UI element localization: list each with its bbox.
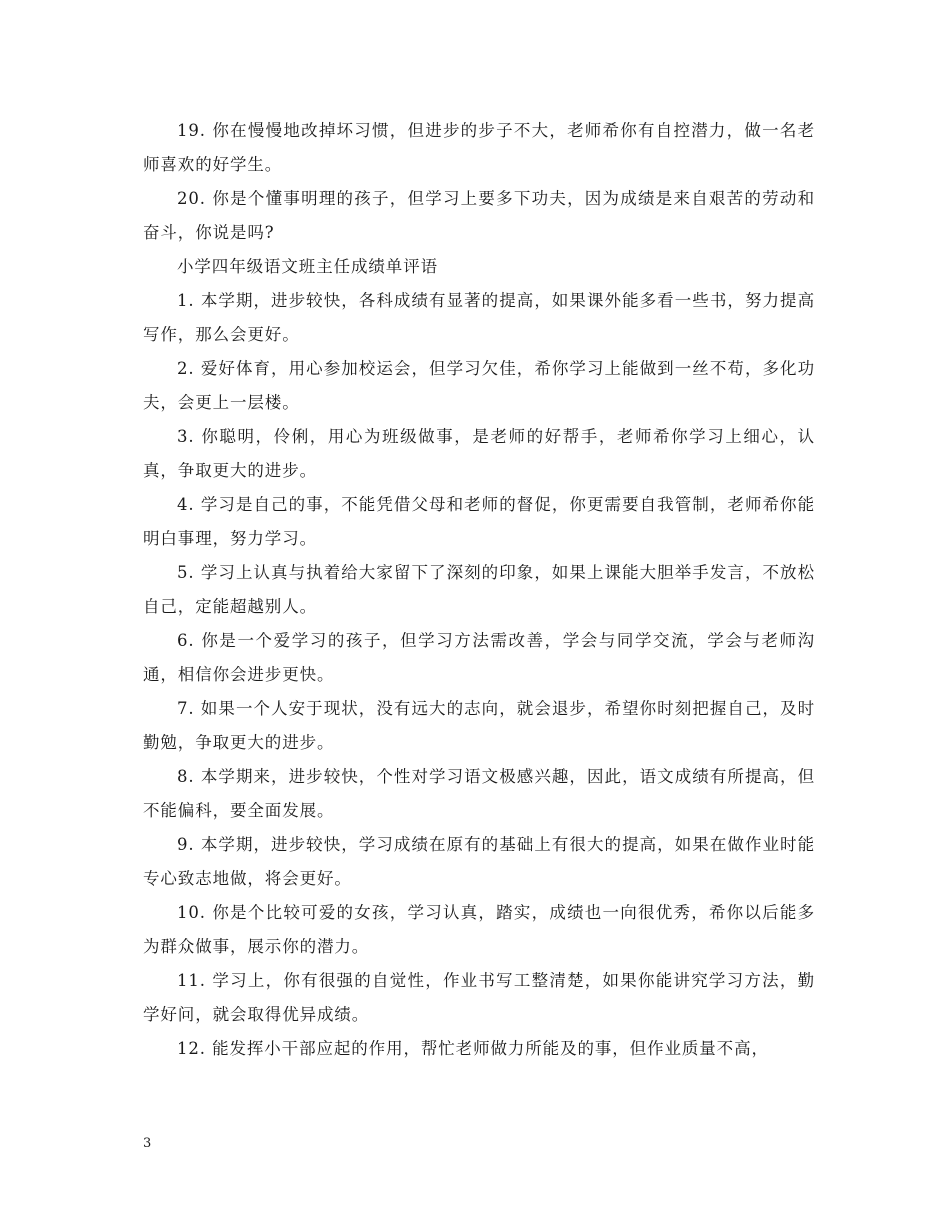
- comment-item-1: 1. 本学期，进步较快，各科成绩有显著的提高，如果课外能多看一些书，努力提高写作，那么会更好。: [143, 291, 815, 344]
- page-number: 3: [143, 1136, 152, 1151]
- comment-item-2: 2. 爱好体育，用心参加校运会，但学习欠佳，希你学习上能做到一丝不苟，多化功夫，会更上一层楼。: [143, 359, 815, 412]
- comment-item-7: 7. 如果一个人安于现状，没有远大的志向，就会退步，希望你时刻把握自己，及时勤勉，争取更大的进步。: [143, 699, 815, 752]
- comment-item-5: 5. 学习上认真与执着给大家留下了深刻的印象，如果上课能大胆举手发言，不放松自己，定能超越别人。: [143, 563, 815, 616]
- paragraph-20: 20. 你是个懂事明理的孩子，但学习上要多下功夫，因为成绩是来自艰苦的劳动和奋斗，你说是吗?: [143, 189, 815, 242]
- comment-item-3: 3. 你聪明，伶俐，用心为班级做事，是老师的好帮手，老师希你学习上细心，认真，争取更大的进步。: [143, 427, 815, 480]
- comment-item-12: 12. 能发挥小干部应起的作用，帮忙老师做力所能及的事，但作业质量不高，: [177, 1039, 769, 1058]
- comment-item-4: 4. 学习是自己的事，不能凭借父母和老师的督促，你更需要自我管制，老师希你能明白事理，努力学习。: [143, 495, 815, 548]
- comment-item-6: 6. 你是一个爱学习的孩子，但学习方法需改善，学会与同学交流，学会与老师沟通，相信你会进步更快。: [143, 631, 815, 684]
- comment-item-11: 11. 学习上，你有很强的自觉性，作业书写工整清楚，如果你能讲究学习方法，勤学好问，就会取得优异成绩。: [143, 971, 815, 1024]
- paragraph-19: 19. 你在慢慢地改掉坏习惯，但进步的步子不大，老师希你有自控潜力，做一名老师喜欢的好学生。: [143, 121, 815, 174]
- document-body: [143, 114, 815, 1066]
- section-title: 小学四年级语文班主任成绩单评语: [177, 257, 438, 276]
- comment-item-9: 9. 本学期，进步较快，学习成绩在原有的基础上有很大的提高，如果在做作业时能专心致志地做，将会更好。: [143, 835, 815, 888]
- comment-item-8: 8. 本学期来，进步较快，个性对学习语文极感兴趣，因此，语文成绩有所提高，但不能偏科，要全面发展。: [143, 767, 815, 820]
- comment-item-10: 10. 你是个比较可爱的女孩，学习认真，踏实，成绩也一向很优秀，希你以后能多为群众做事，展示你的潜力。: [143, 903, 815, 956]
